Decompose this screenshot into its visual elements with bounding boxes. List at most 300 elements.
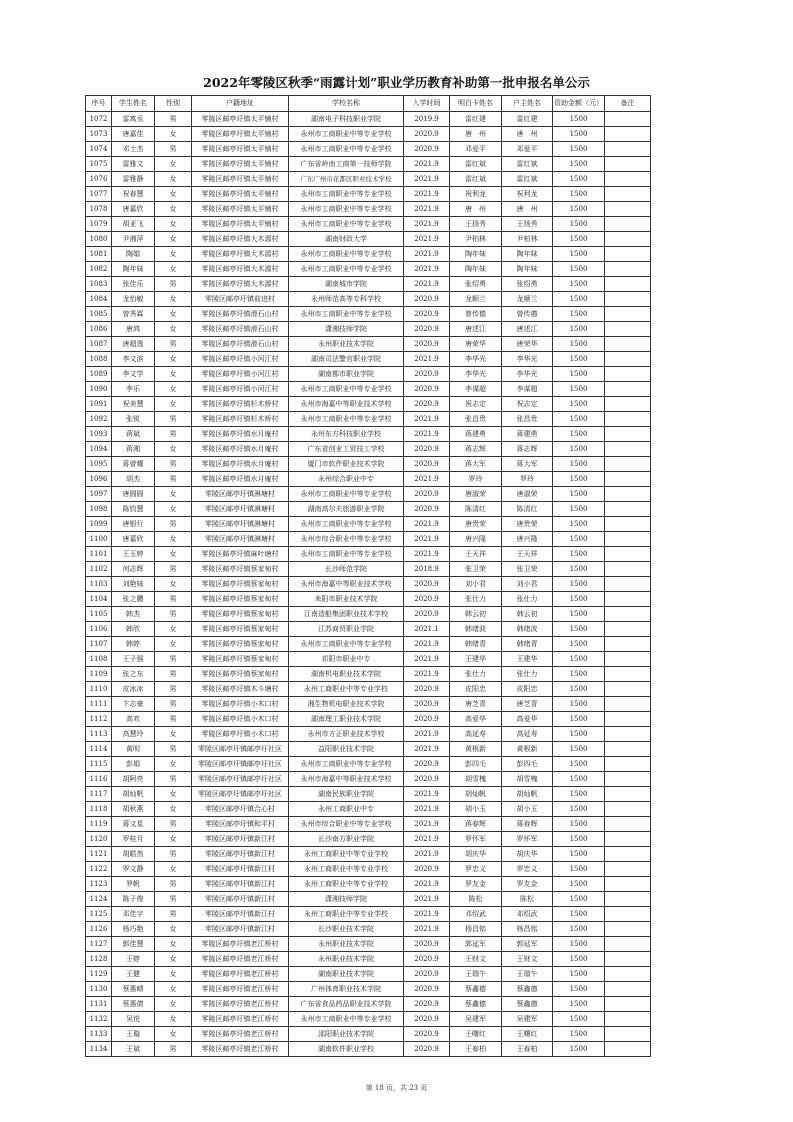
cell-gender: 女 — [155, 637, 192, 652]
cell-serial-number: 1089 — [86, 367, 112, 382]
cell-enrollment-date: 2021.9 — [404, 787, 450, 802]
cell-gender: 女 — [155, 577, 192, 592]
cell-remarks — [605, 832, 651, 847]
cell-enrollment-date: 2021.9 — [404, 922, 450, 937]
cell-card-holder-name: 王曙红 — [450, 1027, 502, 1042]
cell-household-address: 零陵区邮亭圩镇前进村 — [192, 292, 289, 307]
cell-household-address: 零陵区邮亭圩镇淋塘村 — [192, 487, 289, 502]
cell-household-address: 零陵区邮亭圩镇太平铺村 — [192, 187, 289, 202]
cell-school-name: 永州工商职业中等专业学校 — [289, 682, 404, 697]
cell-card-holder-name: 蒋建勇 — [450, 427, 502, 442]
cell-remarks — [605, 907, 651, 922]
table-row — [86, 217, 651, 232]
header-household-address: 户籍地址 — [192, 96, 289, 112]
cell-student-name: 曾秀霖 — [112, 307, 155, 322]
cell-enrollment-date: 2021.9 — [404, 532, 450, 547]
cell-household-address: 零陵区邮亭圩镇新江村 — [192, 922, 289, 937]
table-row — [86, 322, 651, 337]
cell-gender: 女 — [155, 937, 192, 952]
cell-enrollment-date: 2020.9 — [404, 697, 450, 712]
cell-enrollment-date: 2020.9 — [404, 592, 450, 607]
cell-gender: 女 — [155, 787, 192, 802]
cell-serial-number: 1091 — [86, 397, 112, 412]
table-row — [86, 652, 651, 667]
cell-student-name: 邓士杰 — [112, 142, 155, 157]
cell-subsidy-amount: 1500 — [553, 142, 605, 157]
cell-subsidy-amount: 1500 — [553, 877, 605, 892]
cell-gender: 女 — [155, 862, 192, 877]
cell-household-head-name: 龙顺兰 — [502, 292, 553, 307]
cell-enrollment-date: 2021.9 — [404, 427, 450, 442]
table-row — [86, 1027, 651, 1042]
table-row — [86, 1012, 651, 1027]
cell-serial-number: 1095 — [86, 457, 112, 472]
cell-enrollment-date: 2021.9 — [404, 877, 450, 892]
cell-household-address: 零陵区邮亭圩镇邮亭圩社区 — [192, 742, 289, 757]
cell-household-address: 零陵区邮亭圩镇滑石山村 — [192, 322, 289, 337]
cell-serial-number: 1077 — [86, 187, 112, 202]
cell-household-address: 零陵区邮亭圩镇滑石山村 — [192, 337, 289, 352]
cell-school-name: 永州市工商职业中等专业学校 — [289, 412, 404, 427]
cell-remarks — [605, 787, 651, 802]
cell-household-address: 零陵区邮亭圩镇老江桥村 — [192, 967, 289, 982]
cell-household-head-name: 刘小君 — [502, 577, 553, 592]
cell-serial-number: 1124 — [86, 892, 112, 907]
cell-remarks — [605, 727, 651, 742]
cell-household-head-name: 张仕力 — [502, 592, 553, 607]
table-row — [86, 817, 651, 832]
cell-household-address: 零陵区邮亭圩镇大木源村 — [192, 262, 289, 277]
cell-school-name: 永州市综合职业中等专业学校 — [289, 817, 404, 832]
cell-remarks — [605, 652, 651, 667]
table-row — [86, 547, 651, 562]
cell-card-holder-name: 王瑞午 — [450, 967, 502, 982]
cell-subsidy-amount: 1500 — [553, 277, 605, 292]
cell-subsidy-amount: 1500 — [553, 202, 605, 217]
cell-enrollment-date: 2020.9 — [404, 1012, 450, 1027]
cell-household-head-name: 祝志定 — [502, 397, 553, 412]
cell-student-name: 何志辉 — [112, 562, 155, 577]
cell-enrollment-date: 2020.9 — [404, 607, 450, 622]
cell-school-name: 湖南民族职业学院 — [289, 787, 404, 802]
cell-subsidy-amount: 1500 — [553, 457, 605, 472]
cell-student-name: 唐鸿 — [112, 322, 155, 337]
cell-remarks — [605, 937, 651, 952]
cell-enrollment-date: 2021.9 — [404, 652, 450, 667]
cell-serial-number: 1088 — [86, 352, 112, 367]
table-row — [86, 622, 651, 637]
cell-serial-number: 1073 — [86, 127, 112, 142]
cell-gender: 男 — [155, 457, 192, 472]
cell-subsidy-amount: 1500 — [553, 547, 605, 562]
cell-serial-number: 1113 — [86, 727, 112, 742]
cell-enrollment-date: 2021.9 — [404, 832, 450, 847]
cell-gender: 女 — [155, 802, 192, 817]
table-row — [86, 472, 651, 487]
table-row — [86, 307, 651, 322]
cell-student-name: 胡皓然 — [112, 847, 155, 862]
header-subsidy-amount: 资助金额（元） — [553, 96, 605, 112]
cell-remarks — [605, 802, 651, 817]
cell-card-holder-name: 吴建军 — [450, 1012, 502, 1027]
table-row — [86, 982, 651, 997]
cell-household-address: 零陵区邮亭圩镇老江桥村 — [192, 1042, 289, 1057]
cell-student-name: 邓佳宇 — [112, 907, 155, 922]
cell-serial-number: 1114 — [86, 742, 112, 757]
cell-school-name: 广东省岭南工商第一技师学院 — [289, 157, 404, 172]
cell-subsidy-amount: 1500 — [553, 232, 605, 247]
cell-school-name: 邵阳职业技术学院 — [289, 1027, 404, 1042]
table-row — [86, 742, 651, 757]
cell-school-name: 湖南财政大学 — [289, 232, 404, 247]
cell-subsidy-amount: 1500 — [553, 952, 605, 967]
table-row — [86, 127, 651, 142]
cell-household-head-name: 唐芝青 — [502, 697, 553, 712]
cell-gender: 男 — [155, 142, 192, 157]
cell-subsidy-amount: 1500 — [553, 532, 605, 547]
cell-school-name: 耒阳市职业技术学院 — [289, 592, 404, 607]
cell-household-head-name: 唐贵荣 — [502, 517, 553, 532]
cell-household-address: 零陵区邮亭圩镇太平铺村 — [192, 172, 289, 187]
cell-household-address: 零陵区邮亭圩镇老江桥村 — [192, 997, 289, 1012]
cell-gender: 男 — [155, 742, 192, 757]
cell-subsidy-amount: 1500 — [553, 712, 605, 727]
cell-subsidy-amount: 1500 — [553, 172, 605, 187]
cell-serial-number: 1082 — [86, 262, 112, 277]
cell-student-name: 蒋曾耀 — [112, 457, 155, 472]
cell-household-head-name: 蒋志辉 — [502, 442, 553, 457]
cell-gender: 女 — [155, 487, 192, 502]
cell-enrollment-date: 2021.9 — [404, 412, 450, 427]
cell-school-name: 祁阳市职业中专 — [289, 652, 404, 667]
cell-card-holder-name: 罗怀军 — [450, 832, 502, 847]
cell-enrollment-date: 2021.1 — [404, 622, 450, 637]
table-row — [86, 997, 651, 1012]
table-row — [86, 727, 651, 742]
cell-student-name: 蔡惠倩 — [112, 997, 155, 1012]
cell-student-name: 李乐 — [112, 382, 155, 397]
cell-gender: 男 — [155, 907, 192, 922]
cell-school-name: 长沙南方职业学院 — [289, 832, 404, 847]
cell-enrollment-date: 2021.9 — [404, 472, 450, 487]
cell-serial-number: 1110 — [86, 682, 112, 697]
cell-serial-number: 1098 — [86, 502, 112, 517]
cell-card-holder-name: 唐 州 — [450, 202, 502, 217]
cell-serial-number: 1087 — [86, 337, 112, 352]
cell-remarks — [605, 967, 651, 982]
table-row — [86, 352, 651, 367]
cell-student-name: 高欢 — [112, 712, 155, 727]
cell-enrollment-date: 2020.9 — [404, 397, 450, 412]
cell-household-head-name: 李华光 — [502, 352, 553, 367]
cell-card-holder-name: 蒋春辉 — [450, 817, 502, 832]
cell-school-name: 永州市工商职业中等专业学校 — [289, 247, 404, 262]
cell-household-address: 零陵区邮亭圩镇小木口村 — [192, 727, 289, 742]
table-row — [86, 382, 651, 397]
cell-remarks — [605, 697, 651, 712]
cell-card-holder-name: 韩绪青 — [450, 637, 502, 652]
cell-household-head-name: 罗友金 — [502, 877, 553, 892]
cell-gender: 女 — [155, 397, 192, 412]
cell-enrollment-date: 2020.9 — [404, 142, 450, 157]
table-row — [86, 877, 651, 892]
cell-subsidy-amount: 1500 — [553, 352, 605, 367]
cell-card-holder-name: 唐芝青 — [450, 697, 502, 712]
cell-enrollment-date: 2020.9 — [404, 1042, 450, 1057]
cell-household-head-name: 王扬秀 — [502, 217, 553, 232]
cell-remarks — [605, 562, 651, 577]
cell-school-name: 永州工商职业中专 — [289, 802, 404, 817]
cell-student-name: 卞志豪 — [112, 697, 155, 712]
cell-enrollment-date: 2019.9 — [404, 112, 450, 127]
cell-remarks — [605, 712, 651, 727]
cell-school-name: 永州工商职业中等专业学校 — [289, 877, 404, 892]
cell-serial-number: 1121 — [86, 847, 112, 862]
cell-school-name: 永州市工商职业中等专业学校 — [289, 382, 404, 397]
cell-student-name: 韩杰 — [112, 607, 155, 622]
cell-serial-number: 1127 — [86, 937, 112, 952]
cell-card-holder-name: 唐贵荣 — [450, 517, 502, 532]
cell-subsidy-amount: 1500 — [553, 727, 605, 742]
cell-school-name: 永州市海嘉中等职业技术学校 — [289, 772, 404, 787]
cell-student-name: 罗帆 — [112, 877, 155, 892]
cell-school-name: 永州综合职业中专 — [289, 472, 404, 487]
table-row — [86, 952, 651, 967]
cell-remarks — [605, 487, 651, 502]
cell-household-head-name: 罗怀军 — [502, 832, 553, 847]
cell-gender: 女 — [155, 532, 192, 547]
cell-gender: 男 — [155, 877, 192, 892]
cell-enrollment-date: 2020.9 — [404, 502, 450, 517]
cell-household-head-name: 张昌贵 — [502, 412, 553, 427]
cell-enrollment-date: 2021.9 — [404, 742, 450, 757]
cell-school-name: 广东省创业工贸技工学校 — [289, 442, 404, 457]
table-row — [86, 802, 651, 817]
cell-gender: 女 — [155, 622, 192, 637]
cell-subsidy-amount: 1500 — [553, 622, 605, 637]
cell-school-name: 永州工商职业中等专业学校 — [289, 907, 404, 922]
cell-enrollment-date: 2020.9 — [404, 757, 450, 772]
cell-household-address: 零陵区邮亭圩镇杉木桥村 — [192, 397, 289, 412]
cell-remarks — [605, 412, 651, 427]
cell-card-holder-name: 唐兴隆 — [450, 532, 502, 547]
table-row — [86, 562, 651, 577]
table-row — [86, 862, 651, 877]
cell-household-head-name: 祝利龙 — [502, 187, 553, 202]
cell-serial-number: 1101 — [86, 547, 112, 562]
cell-gender: 男 — [155, 112, 192, 127]
table-row — [86, 592, 651, 607]
cell-remarks — [605, 157, 651, 172]
cell-household-head-name: 胡雪槐 — [502, 772, 553, 787]
cell-household-address: 零陵区邮亭圩镇老江桥村 — [192, 1027, 289, 1042]
cell-gender: 女 — [155, 172, 192, 187]
cell-subsidy-amount: 1500 — [553, 607, 605, 622]
cell-serial-number: 1123 — [86, 877, 112, 892]
cell-student-name: 唐圆圆 — [112, 487, 155, 502]
cell-household-head-name: 王曙红 — [502, 1027, 553, 1042]
cell-student-name: 胡阿亮 — [112, 772, 155, 787]
cell-school-name: 永州市综合职业中等专业学校 — [289, 532, 404, 547]
cell-remarks — [605, 517, 651, 532]
cell-subsidy-amount: 1500 — [553, 337, 605, 352]
cell-household-head-name: 陶年妹 — [502, 262, 553, 277]
cell-subsidy-amount: 1500 — [553, 487, 605, 502]
cell-gender: 女 — [155, 922, 192, 937]
cell-household-head-name: 韩绪波 — [502, 622, 553, 637]
cell-card-holder-name: 蔡鑫德 — [450, 997, 502, 1012]
cell-school-name: 永州职业技术学院 — [289, 337, 404, 352]
cell-household-address: 零陵区邮亭圩镇杉木桥村 — [192, 412, 289, 427]
cell-school-name: 厦门市软件职业技术学院 — [289, 457, 404, 472]
cell-serial-number: 1120 — [86, 832, 112, 847]
cell-card-holder-name: 王春柏 — [450, 1042, 502, 1057]
cell-school-name: 永州市海嘉中等职业技术学校 — [289, 577, 404, 592]
cell-serial-number: 1104 — [86, 592, 112, 607]
cell-household-address: 零陵区邮亭圩镇淋塘村 — [192, 517, 289, 532]
cell-school-name: 永州市工商职业中等专业学校 — [289, 202, 404, 217]
cell-subsidy-amount: 1500 — [553, 637, 605, 652]
cell-student-name: 韩婷 — [112, 637, 155, 652]
cell-household-address: 零陵区邮亭圩镇淋塘村 — [192, 502, 289, 517]
cell-serial-number: 1102 — [86, 562, 112, 577]
cell-school-name: 长沙职业技术学院 — [289, 922, 404, 937]
cell-student-name: 皮冰冰 — [112, 682, 155, 697]
cell-enrollment-date: 2020.9 — [404, 322, 450, 337]
cell-remarks — [605, 592, 651, 607]
cell-serial-number: 1122 — [86, 862, 112, 877]
header-serial-number: 序号 — [86, 96, 112, 112]
cell-enrollment-date: 2020.9 — [404, 382, 450, 397]
cell-household-head-name: 蒋建勇 — [502, 427, 553, 442]
cell-student-name: 韩欣 — [112, 622, 155, 637]
cell-household-address: 零陵区邮亭圩镇水月庵村 — [192, 427, 289, 442]
cell-serial-number: 1074 — [86, 142, 112, 157]
cell-remarks — [605, 382, 651, 397]
cell-serial-number: 1116 — [86, 772, 112, 787]
cell-card-holder-name: 杨昌铭 — [450, 922, 502, 937]
cell-student-name: 黄明 — [112, 742, 155, 757]
cell-card-holder-name: 罗友金 — [450, 877, 502, 892]
cell-student-name: 唐银行 — [112, 517, 155, 532]
cell-household-head-name: 张仕力 — [502, 667, 553, 682]
cell-gender: 女 — [155, 382, 192, 397]
cell-student-name: 王璇 — [112, 1027, 155, 1042]
table-row — [86, 412, 651, 427]
cell-gender: 男 — [155, 607, 192, 622]
cell-student-name: 王婷 — [112, 952, 155, 967]
table-row — [86, 442, 651, 457]
cell-gender: 男 — [155, 652, 192, 667]
cell-serial-number: 1083 — [86, 277, 112, 292]
table-row — [86, 607, 651, 622]
cell-school-name: 永州市工商职业中等专业学校 — [289, 307, 404, 322]
cell-household-address: 零陵区邮亭圩镇太平铺村 — [192, 202, 289, 217]
cell-household-address: 零陵区邮亭圩镇蔡家甸村 — [192, 637, 289, 652]
cell-student-name: 陶娟 — [112, 247, 155, 262]
cell-serial-number: 1085 — [86, 307, 112, 322]
cell-card-holder-name: 雷红建 — [450, 112, 502, 127]
cell-gender: 男 — [155, 772, 192, 787]
cell-gender: 男 — [155, 697, 192, 712]
cell-household-head-name: 高爱华 — [502, 712, 553, 727]
cell-household-address: 零陵区邮亭圩镇邮亭圩社区 — [192, 787, 289, 802]
cell-household-head-name: 王财文 — [502, 952, 553, 967]
cell-remarks — [605, 112, 651, 127]
cell-card-holder-name: 胡小玉 — [450, 802, 502, 817]
cell-subsidy-amount: 1500 — [553, 412, 605, 427]
cell-subsidy-amount: 1500 — [553, 262, 605, 277]
cell-subsidy-amount: 1500 — [553, 1012, 605, 1027]
table-row — [86, 277, 651, 292]
cell-student-name: 雷雅文 — [112, 157, 155, 172]
cell-household-address: 零陵区邮亭圩镇新江村 — [192, 832, 289, 847]
cell-subsidy-amount: 1500 — [553, 967, 605, 982]
cell-serial-number: 1084 — [86, 292, 112, 307]
cell-household-address: 零陵区邮亭圩镇大木源村 — [192, 232, 289, 247]
cell-household-head-name: 曾传德 — [502, 307, 553, 322]
cell-student-name: 胡杰 — [112, 472, 155, 487]
cell-gender: 男 — [155, 517, 192, 532]
cell-card-holder-name: 张仕力 — [450, 667, 502, 682]
cell-remarks — [605, 322, 651, 337]
cell-school-name: 永州市工商职业中等专业学校 — [289, 1012, 404, 1027]
table-row — [86, 922, 651, 937]
table-row — [86, 937, 651, 952]
cell-household-head-name: 李谋超 — [502, 382, 553, 397]
cell-gender: 女 — [155, 442, 192, 457]
cell-card-holder-name: 祝利龙 — [450, 187, 502, 202]
cell-remarks — [605, 307, 651, 322]
cell-student-name: 张之东 — [112, 667, 155, 682]
cell-subsidy-amount: 1500 — [553, 472, 605, 487]
cell-student-name: 雷寓丞 — [112, 112, 155, 127]
cell-household-address: 零陵区邮亭圩镇老江桥村 — [192, 982, 289, 997]
cell-household-address: 零陵区邮亭圩镇水月庵村 — [192, 457, 289, 472]
cell-remarks — [605, 1012, 651, 1027]
cell-student-name: 胡亚飞 — [112, 217, 155, 232]
cell-enrollment-date: 2021.9 — [404, 517, 450, 532]
cell-remarks — [605, 637, 651, 652]
cell-remarks — [605, 847, 651, 862]
cell-remarks — [605, 817, 651, 832]
cell-household-address: 零陵区邮亭圩镇蔡家甸村 — [192, 562, 289, 577]
cell-gender: 男 — [155, 1042, 192, 1057]
cell-household-address: 零陵区邮亭圩镇新江村 — [192, 862, 289, 877]
cell-remarks — [605, 217, 651, 232]
cell-student-name: 陈钧慧 — [112, 502, 155, 517]
cell-serial-number: 1072 — [86, 112, 112, 127]
cell-gender: 男 — [155, 472, 192, 487]
cell-gender: 男 — [155, 562, 192, 577]
table-row — [86, 847, 651, 862]
cell-remarks — [605, 142, 651, 157]
cell-card-holder-name: 彭四毛 — [450, 757, 502, 772]
cell-student-name: 高慧玲 — [112, 727, 155, 742]
cell-card-holder-name: 皮阳忠 — [450, 682, 502, 697]
cell-gender: 女 — [155, 547, 192, 562]
cell-household-address: 零陵区邮亭圩镇小河江村 — [192, 367, 289, 382]
cell-enrollment-date: 2021.9 — [404, 277, 450, 292]
cell-card-holder-name: 尹柏林 — [450, 232, 502, 247]
cell-household-address: 零陵区邮亭圩镇水月庵村 — [192, 442, 289, 457]
cell-student-name: 陶年妹 — [112, 262, 155, 277]
cell-card-holder-name: 郭延军 — [450, 937, 502, 952]
cell-serial-number: 1133 — [86, 1027, 112, 1042]
cell-subsidy-amount: 1500 — [553, 187, 605, 202]
cell-enrollment-date: 2021.9 — [404, 667, 450, 682]
cell-enrollment-date: 2020.9 — [404, 862, 450, 877]
